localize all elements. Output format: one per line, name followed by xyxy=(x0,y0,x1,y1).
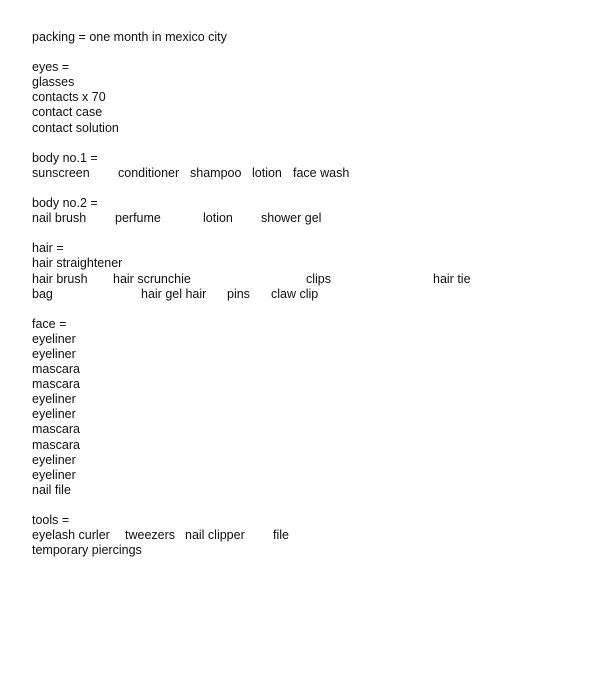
list-item: temporary piercings xyxy=(32,543,142,558)
list-row xyxy=(32,287,592,302)
spacer xyxy=(32,136,592,151)
list-item: lotion xyxy=(203,211,233,226)
list-item: eyeliner xyxy=(32,346,76,361)
list-item: eyeliner xyxy=(32,407,76,422)
list-item: eyelash curler xyxy=(32,528,110,543)
list-item: clips xyxy=(306,271,332,286)
list-item: contact case xyxy=(32,105,103,120)
spacer xyxy=(32,302,592,317)
list-item: shampoo xyxy=(190,165,242,180)
list-item: pins xyxy=(227,286,250,301)
list-item: bag xyxy=(32,286,53,301)
list-item: mascara xyxy=(32,377,80,392)
section-heading-eyes: eyes = xyxy=(32,60,70,75)
list-item: glasses xyxy=(32,75,75,90)
list-item: lotion xyxy=(252,165,282,180)
section-heading-face: face = xyxy=(32,316,67,331)
list-item: conditioner xyxy=(118,165,180,180)
list-item: hair tie xyxy=(433,271,471,286)
list-item: hair straightener xyxy=(32,256,123,271)
spacer xyxy=(32,226,592,241)
list-row xyxy=(32,528,592,543)
list-item: nail clipper xyxy=(185,528,245,543)
list-item: eyeliner xyxy=(32,452,76,467)
list-item: mascara xyxy=(32,422,80,437)
spacer xyxy=(32,498,592,513)
spacer xyxy=(32,45,592,60)
list-item: perfume xyxy=(115,211,161,226)
document-title: packing = one month in mexico city xyxy=(32,30,227,44)
section-heading-hair: hair = xyxy=(32,241,64,256)
list-item: shower gel xyxy=(261,211,322,226)
list-item: eyeliner xyxy=(32,392,76,407)
list-item: mascara xyxy=(32,437,80,452)
list-item: face wash xyxy=(293,165,350,180)
list-item: nail brush xyxy=(32,211,87,226)
section-heading-tools: tools = xyxy=(32,513,70,527)
list-item: mascara xyxy=(32,362,80,377)
list-row xyxy=(32,166,592,181)
list-row xyxy=(32,211,592,226)
list-item: hair scrunchie xyxy=(113,271,191,286)
list-item: eyeliner xyxy=(32,331,76,346)
spacer xyxy=(32,181,592,196)
list-item: eyeliner xyxy=(32,467,76,482)
list-item: file xyxy=(273,528,289,543)
list-item: hair gel hair xyxy=(141,286,207,301)
list-item: sunscreen xyxy=(32,165,90,180)
list-item: hair brush xyxy=(32,271,88,286)
section-heading-body-2: body no.2 = xyxy=(32,196,98,211)
list-item: claw clip xyxy=(271,286,319,301)
list-row xyxy=(32,272,592,287)
list-item: contacts x 70 xyxy=(32,90,106,105)
list-item: tweezers xyxy=(125,528,176,543)
list-item: nail file xyxy=(32,482,71,497)
packing-list-document xyxy=(32,30,592,558)
section-heading-body-1: body no.1 = xyxy=(32,150,98,165)
list-item: contact solution xyxy=(32,120,119,135)
